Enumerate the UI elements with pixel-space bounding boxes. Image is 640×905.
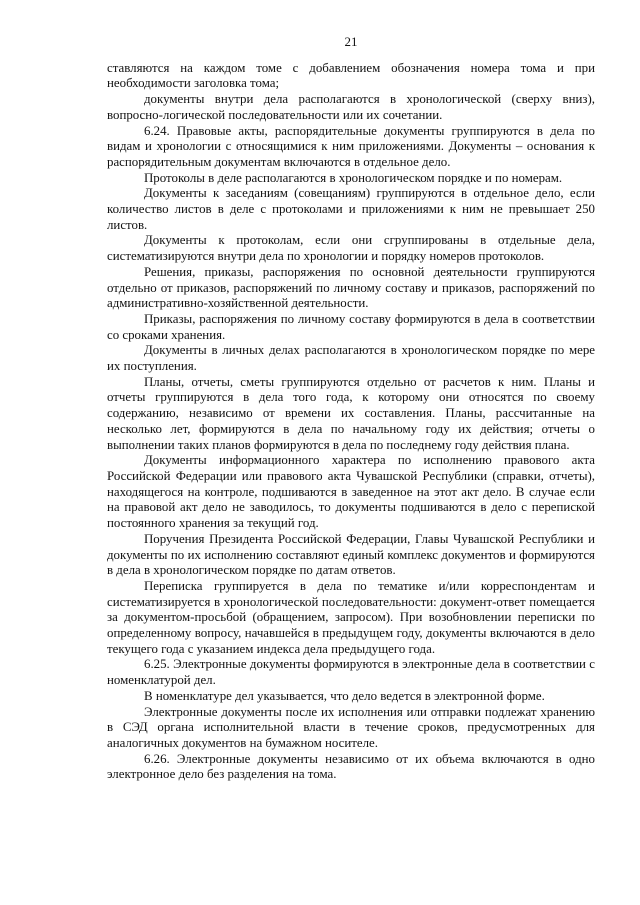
document-page (107, 34, 595, 783)
paragraph-10: Планы, отчеты, сметы группируются отдельно от расчетов к ним. Планы и отчеты группируются в дела того года, к которому они относятся по своему содержанию, независимо от времени их составления. Планы, рассчитанные на несколько лет, формируются в дела по начальному году их действия; отчеты о выполнении таких планов формируются в дела по последнему году действия плана. (107, 374, 595, 452)
paragraph-13: Переписка группируется в дела по тематике и/или корреспондентам и систематизируется в хронологической последовательности: документ-ответ помещается за документом-просьбой (обращением, запросом). При возобновлении переписки по определенному вопросу, начавшейся в предыдущем году, документы включаются в дело текущего года с указанием индекса дела предыдущего года. (107, 578, 595, 656)
paragraph-14: 6.25. Электронные документы формируются в электронные дела в соответствии с номенклатурой дел. (107, 657, 595, 688)
paragraph-2: документы внутри дела располагаются в хронологической (сверху вниз), вопросно-логической последовательности или их сочетании. (107, 92, 595, 122)
paragraph-1: ставляются на каждом томе с добавлением обозначения номера тома и при необходимости заголовка тома; (107, 60, 595, 91)
paragraph-17: 6.26. Электронные документы независимо от их объема включаются в одно электронное дело без разделения на тома. (107, 751, 595, 782)
paragraph-12: Поручения Президента Российской Федерации, Главы Чувашской Республики и документы по их исполнению составляют единый комплекс документов и формируются в дела в хронологическом порядке по датам ответов. (107, 531, 595, 578)
paragraph-15: В номенклатуре дел указывается, что дело ведется в электронной форме. (144, 688, 545, 703)
paragraph-6: Документы к протоколам, если они сгруппированы в отдельные дела, систематизируются внутри дела по хронологии и порядку номеров протоколов. (107, 233, 595, 264)
paragraph-16: Электронные документы после их исполнения или отправки подлежат хранению в СЭД органа исполнительной власти в течение сроков, предусмотренных для аналогичных документов на бумажном носителе. (107, 704, 595, 750)
paragraph-4: Протоколы в деле располагаются в хронологическом порядке и по номерам. (144, 170, 563, 185)
paragraph-8: Приказы, распоряжения по личному составу формируются в дела в соответствии со сроками хранения. (107, 311, 595, 342)
paragraph-7: Решения, приказы, распоряжения по основной деятельности группируются отдельно от приказов, распоряжений по личному составу и приказов, распоряжений по административно-хозяйственной деятельности. (107, 264, 595, 311)
paragraph-3: 6.24. Правовые акты, распорядительные документы группируются в дела по видам и хронологии с относящимися к ним приложениями. Документы – основания к распорядительным документам включаются в отдельное дело. (107, 123, 595, 169)
paragraph-5: Документы к заседаниям (совещаниям) группируются в отдельное дело, если количество листов в деле с протоколами и приложениями к ним не превышает 250 листов. (107, 186, 595, 232)
paragraph-9: Документы в личных делах располагаются в хронологическом порядке по мере их поступления. (107, 343, 595, 374)
page-number: 21 (344, 34, 358, 49)
paragraph-11: Документы информационного характера по исполнению правового акта Российской Федерации или правового акта Чувашской Республики (справки, отчеты), находящегося на контроле, подшиваются в заведенное на этот акт дело. В случае если на правовой акт дело не заводилось, то документы подшиваются в дело с перепиской постоянного хранения за текущий год. (107, 453, 595, 531)
